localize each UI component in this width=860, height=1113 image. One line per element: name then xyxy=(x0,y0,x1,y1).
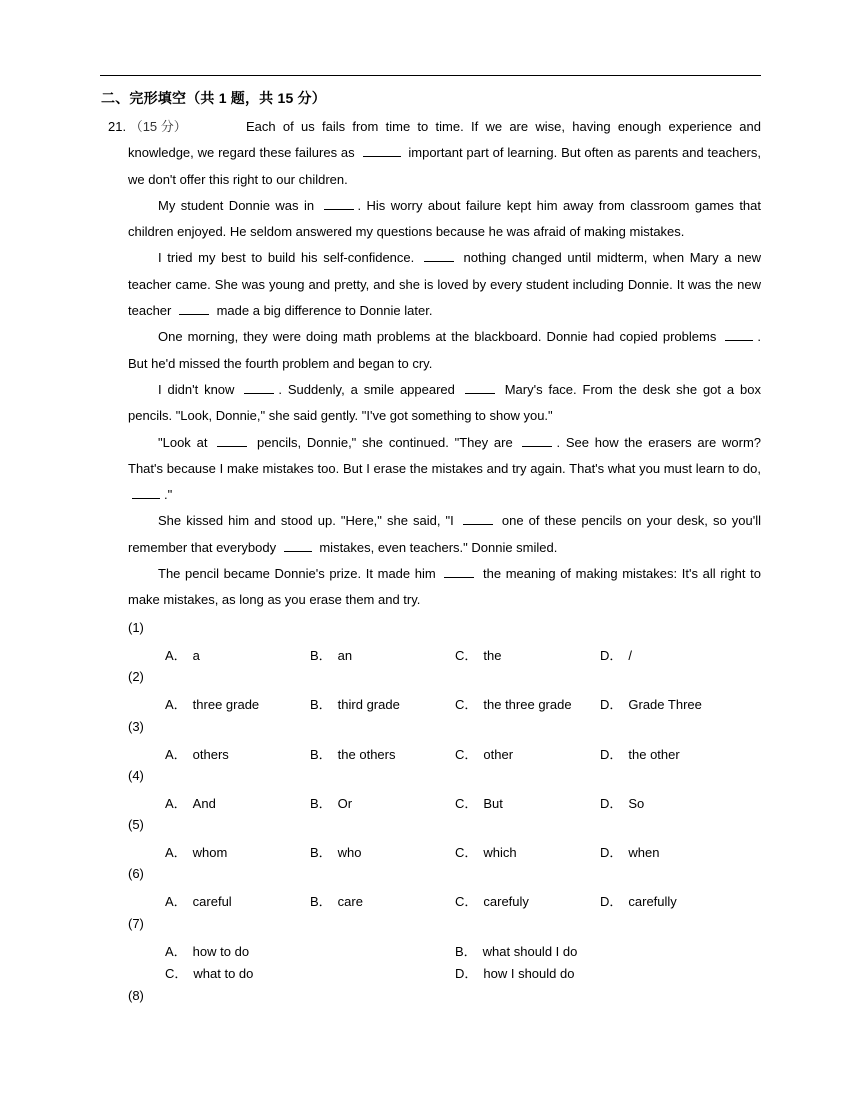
blank-4 xyxy=(179,301,209,315)
option-a[interactable]: A． careful xyxy=(165,894,232,910)
option-b[interactable]: B． the others xyxy=(310,746,396,762)
option-c[interactable]: C． But xyxy=(455,795,503,811)
paragraph-8: The pencil became Donnie's prize. It made him the meaning of making mistakes: It's all right to make mistakes, as long as you erase them and try. xyxy=(128,566,761,608)
option-c[interactable]: C． the three grade xyxy=(455,697,572,713)
blank-2 xyxy=(324,196,354,210)
top-rule xyxy=(100,75,761,76)
option-group-3 xyxy=(128,716,761,765)
blank-11 xyxy=(463,511,493,525)
option-group-label: (3) xyxy=(128,718,144,734)
paragraph-7: She kissed him and stood up. "Here," she said, "I one of these pencils on your desk, so you'll remember that everybody mistakes, even teachers." Donnie smiled. xyxy=(128,513,761,555)
options-list xyxy=(128,617,761,1034)
option-group-label: (7) xyxy=(128,915,144,931)
cloze-passage xyxy=(128,114,761,614)
option-d[interactable]: D． So xyxy=(600,795,645,811)
option-a[interactable]: A． whom xyxy=(165,845,228,861)
option-group-8 xyxy=(128,985,761,1034)
option-group-1 xyxy=(128,617,761,666)
option-group-2 xyxy=(128,666,761,715)
blank-1 xyxy=(363,143,401,157)
option-group-7 xyxy=(128,913,761,985)
blank-10 xyxy=(132,485,160,499)
option-group-label: (4) xyxy=(128,767,144,783)
option-d[interactable]: D． / xyxy=(600,648,633,663)
option-b[interactable]: B． Or xyxy=(310,795,353,811)
option-c[interactable]: C． other xyxy=(455,746,514,762)
option-d[interactable]: D． carefully xyxy=(600,894,677,910)
paragraph-4: One morning, they were doing math problems at the blackboard. Donnie had copied problems . But he'd missed the fourth problem and began to cry. xyxy=(128,329,761,371)
option-group-label: (8) xyxy=(128,987,144,1003)
option-b[interactable]: B． care xyxy=(310,894,363,910)
option-d[interactable]: D． the other xyxy=(600,746,680,762)
option-a[interactable]: A． And xyxy=(165,795,216,811)
section-title: 二、完形填空（共 1 题，共 15 分） xyxy=(101,90,326,106)
option-group-5 xyxy=(128,814,761,863)
option-a[interactable]: A． how to do xyxy=(165,943,250,959)
paragraph-6: "Look at pencils, Donnie," she continued. "They are . See how the erasers are worm? That's because I make mistakes too. But I erase the mistakes and try again. That's what you must learn to do, ." xyxy=(128,434,761,503)
option-b[interactable]: B． an xyxy=(310,648,353,663)
paragraph-3: I tried my best to build his self-confidence. nothing changed until midterm, when Mary a new teacher came. She was young and pretty, and she is loved by every student including Donnie. It was the new teacher made a big difference to Donnie later. xyxy=(128,250,761,319)
blank-3 xyxy=(424,248,454,262)
option-c[interactable]: C． carefuly xyxy=(455,894,529,910)
option-c[interactable]: C． the xyxy=(455,648,502,663)
option-b[interactable]: B． what should I do xyxy=(455,943,578,959)
blank-7 xyxy=(465,380,495,394)
option-d[interactable]: D． Grade Three xyxy=(600,697,702,713)
option-b[interactable]: B． third grade xyxy=(310,697,400,713)
question-number: 21. （15 分） xyxy=(108,119,187,134)
question-score: （15 分） xyxy=(129,119,187,134)
option-c[interactable]: C． which xyxy=(455,845,517,861)
option-group-label: (5) xyxy=(128,817,144,833)
option-group-6 xyxy=(128,863,761,912)
option-d[interactable]: D． when xyxy=(600,845,660,861)
option-group-label: (6) xyxy=(128,866,144,882)
paragraph-1: Each of us fails from time to time. If we are wise, having enough experience and knowledge, we regard these failures as important part of learning. But often as parents and teachers, we don't offer this right to our children. xyxy=(128,119,761,187)
paragraph-5: I didn't know . Suddenly, a smile appeared Mary's face. From the desk she got a box pencils. "Look, Donnie," she said gently. "I've got something to show you." xyxy=(128,381,762,424)
option-group-label: (1) xyxy=(128,620,144,635)
blank-8 xyxy=(217,433,247,447)
paragraph-2: My student Donnie was in . His worry about failure kept him away from classroom games that children enjoyed. He seldom answered my questions because he was afraid of making mistakes. xyxy=(128,197,762,240)
option-b[interactable]: B． who xyxy=(310,845,362,861)
option-a[interactable]: A． a xyxy=(165,648,200,663)
option-group-4 xyxy=(128,765,761,814)
option-group-label: (2) xyxy=(128,669,144,685)
blank-12 xyxy=(284,538,312,552)
option-a[interactable]: A． others xyxy=(165,746,229,762)
blank-9 xyxy=(522,433,552,447)
blank-5 xyxy=(725,327,753,341)
blank-13 xyxy=(444,564,474,578)
option-a[interactable]: A． three grade xyxy=(165,697,260,713)
blank-6 xyxy=(244,380,274,394)
option-d[interactable]: D． how I should do xyxy=(455,965,575,981)
option-c[interactable]: C． what to do xyxy=(165,965,254,981)
